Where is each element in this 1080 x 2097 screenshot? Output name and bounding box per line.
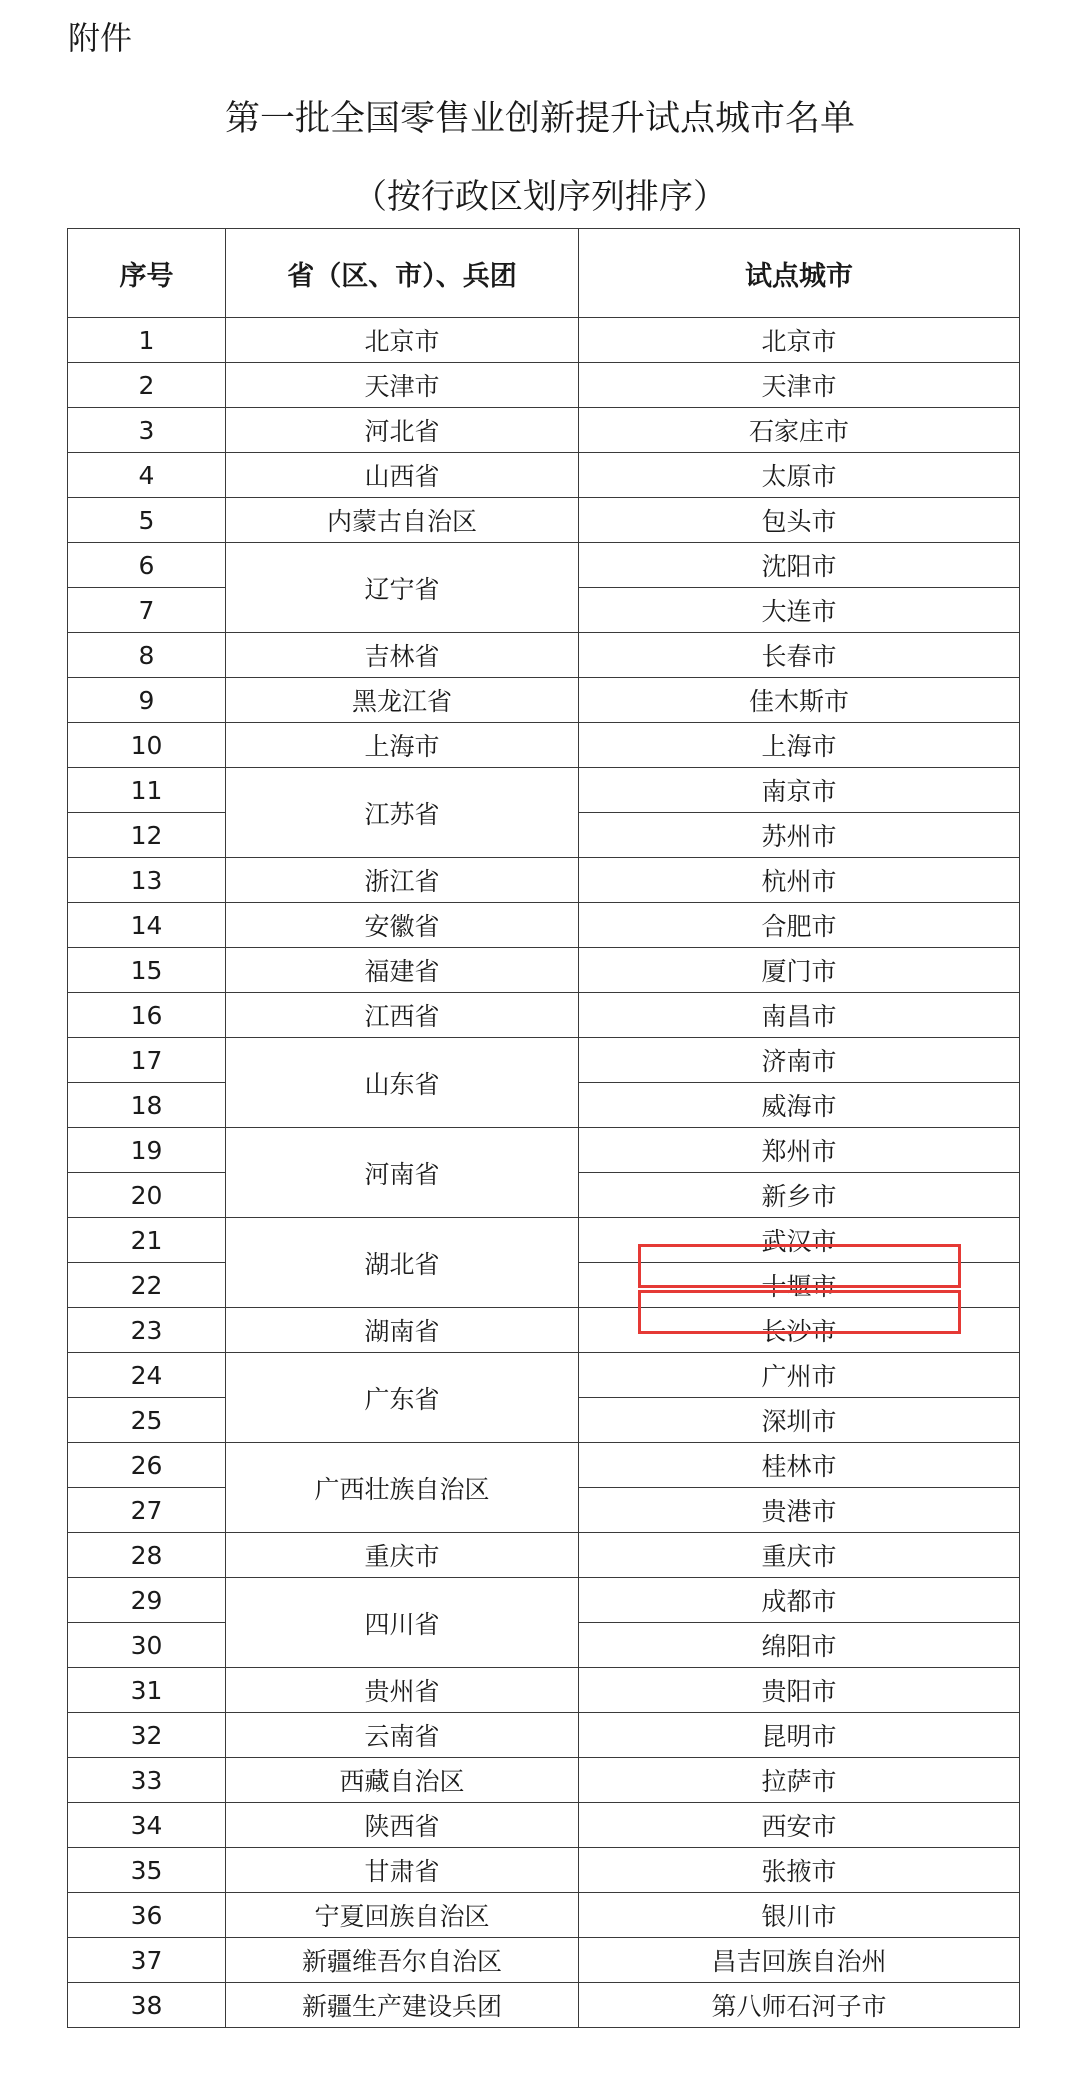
row-number: 21	[68, 1218, 226, 1263]
table-row	[68, 1983, 1020, 2028]
table-row	[68, 1308, 1020, 1353]
table-row	[68, 318, 1020, 363]
province-cell: 江西省	[226, 993, 579, 1038]
row-number: 3	[68, 408, 226, 453]
table-row	[68, 948, 1020, 993]
province-cell: 江苏省	[226, 768, 579, 858]
table-row	[68, 453, 1020, 498]
province-cell: 内蒙古自治区	[226, 498, 579, 543]
row-number: 29	[68, 1578, 226, 1623]
table-row	[68, 1128, 1020, 1173]
table-row	[68, 858, 1020, 903]
province-cell: 贵州省	[226, 1668, 579, 1713]
city-cell: 天津市	[579, 363, 1020, 408]
row-number: 18	[68, 1083, 226, 1128]
city-cell: 长沙市	[579, 1308, 1020, 1353]
province-cell: 新疆生产建设兵团	[226, 1983, 579, 2028]
row-number: 13	[68, 858, 226, 903]
province-cell: 甘肃省	[226, 1848, 579, 1893]
table-row	[68, 1578, 1020, 1623]
row-number: 2	[68, 363, 226, 408]
table-row	[68, 408, 1020, 453]
row-number: 8	[68, 633, 226, 678]
row-number: 32	[68, 1713, 226, 1758]
city-cell: 成都市	[579, 1578, 1020, 1623]
row-number: 31	[68, 1668, 226, 1713]
city-cell: 郑州市	[579, 1128, 1020, 1173]
row-number: 24	[68, 1353, 226, 1398]
city-cell: 石家庄市	[579, 408, 1020, 453]
city-cell: 第八师石河子市	[579, 1983, 1020, 2028]
table-row	[68, 543, 1020, 588]
table-row	[68, 363, 1020, 408]
province-cell: 福建省	[226, 948, 579, 993]
city-cell: 包头市	[579, 498, 1020, 543]
province-cell: 湖北省	[226, 1218, 579, 1308]
city-cell: 北京市	[579, 318, 1020, 363]
city-cell: 威海市	[579, 1083, 1020, 1128]
province-cell: 河北省	[226, 408, 579, 453]
row-number: 4	[68, 453, 226, 498]
table-row	[68, 1713, 1020, 1758]
city-cell: 苏州市	[579, 813, 1020, 858]
row-number: 28	[68, 1533, 226, 1578]
row-number: 23	[68, 1308, 226, 1353]
table-row	[68, 1038, 1020, 1083]
city-cell: 重庆市	[579, 1533, 1020, 1578]
table-row	[68, 1533, 1020, 1578]
table-row	[68, 723, 1020, 768]
row-number: 26	[68, 1443, 226, 1488]
row-number: 20	[68, 1173, 226, 1218]
city-cell: 银川市	[579, 1893, 1020, 1938]
table-row	[68, 1668, 1020, 1713]
table-row	[68, 1803, 1020, 1848]
province-cell: 陕西省	[226, 1803, 579, 1848]
row-number: 38	[68, 1983, 226, 2028]
province-cell: 上海市	[226, 723, 579, 768]
table-row	[68, 1218, 1020, 1263]
province-cell: 广西壮族自治区	[226, 1443, 579, 1533]
city-cell: 桂林市	[579, 1443, 1020, 1488]
row-number: 14	[68, 903, 226, 948]
column-header-city: 试点城市	[579, 229, 1020, 318]
table-row	[68, 768, 1020, 813]
row-number: 15	[68, 948, 226, 993]
city-cell: 广州市	[579, 1353, 1020, 1398]
row-number: 36	[68, 1893, 226, 1938]
city-cell: 佳木斯市	[579, 678, 1020, 723]
row-number: 33	[68, 1758, 226, 1803]
province-cell: 河南省	[226, 1128, 579, 1218]
city-cell: 绵阳市	[579, 1623, 1020, 1668]
province-cell: 云南省	[226, 1713, 579, 1758]
city-cell: 昌吉回族自治州	[579, 1938, 1020, 1983]
column-header-province: 省（区、市）、兵团	[226, 229, 579, 318]
province-cell: 新疆维吾尔自治区	[226, 1938, 579, 1983]
city-cell: 贵港市	[579, 1488, 1020, 1533]
row-number: 9	[68, 678, 226, 723]
row-number: 7	[68, 588, 226, 633]
city-cell: 济南市	[579, 1038, 1020, 1083]
city-cell: 南京市	[579, 768, 1020, 813]
row-number: 35	[68, 1848, 226, 1893]
city-cell: 长春市	[579, 633, 1020, 678]
province-cell: 湖南省	[226, 1308, 579, 1353]
city-cell: 合肥市	[579, 903, 1020, 948]
row-number: 37	[68, 1938, 226, 1983]
table-row	[68, 1848, 1020, 1893]
province-cell: 黑龙江省	[226, 678, 579, 723]
province-cell: 广东省	[226, 1353, 579, 1443]
table-row	[68, 1443, 1020, 1488]
city-cell: 沈阳市	[579, 543, 1020, 588]
row-number: 6	[68, 543, 226, 588]
attachment-label: 附件	[68, 19, 133, 57]
column-header-number: 序号	[68, 229, 226, 318]
table-row	[68, 1353, 1020, 1398]
province-cell: 浙江省	[226, 858, 579, 903]
row-number: 10	[68, 723, 226, 768]
city-cell: 十堰市	[579, 1263, 1020, 1308]
row-number: 17	[68, 1038, 226, 1083]
row-number: 34	[68, 1803, 226, 1848]
province-cell: 山西省	[226, 453, 579, 498]
city-cell: 厦门市	[579, 948, 1020, 993]
row-number: 22	[68, 1263, 226, 1308]
table-row	[68, 678, 1020, 723]
city-cell: 太原市	[579, 453, 1020, 498]
province-cell: 西藏自治区	[226, 1758, 579, 1803]
city-cell: 张掖市	[579, 1848, 1020, 1893]
city-cell: 新乡市	[579, 1173, 1020, 1218]
city-cell: 杭州市	[579, 858, 1020, 903]
province-cell: 四川省	[226, 1578, 579, 1668]
province-cell: 重庆市	[226, 1533, 579, 1578]
pilot-city-table	[67, 228, 1020, 2028]
city-cell: 上海市	[579, 723, 1020, 768]
table-header-row	[68, 229, 1020, 318]
city-cell: 昆明市	[579, 1713, 1020, 1758]
table-row	[68, 633, 1020, 678]
table-row	[68, 498, 1020, 543]
row-number: 5	[68, 498, 226, 543]
row-number: 19	[68, 1128, 226, 1173]
row-number: 16	[68, 993, 226, 1038]
table-row	[68, 903, 1020, 948]
province-cell: 天津市	[226, 363, 579, 408]
province-cell: 宁夏回族自治区	[226, 1893, 579, 1938]
province-cell: 辽宁省	[226, 543, 579, 633]
city-cell: 南昌市	[579, 993, 1020, 1038]
row-number: 12	[68, 813, 226, 858]
province-cell: 安徽省	[226, 903, 579, 948]
row-number: 1	[68, 318, 226, 363]
city-cell: 深圳市	[579, 1398, 1020, 1443]
table-row	[68, 1938, 1020, 1983]
province-cell: 山东省	[226, 1038, 579, 1128]
row-number: 11	[68, 768, 226, 813]
row-number: 27	[68, 1488, 226, 1533]
table-row	[68, 1758, 1020, 1803]
row-number: 30	[68, 1623, 226, 1668]
province-cell: 北京市	[226, 318, 579, 363]
page-subtitle: （按行政区划序列排序）	[353, 177, 727, 217]
city-cell: 拉萨市	[579, 1758, 1020, 1803]
page-title: 第一批全国零售业创新提升试点城市名单	[224, 99, 855, 139]
city-cell: 大连市	[579, 588, 1020, 633]
province-cell: 吉林省	[226, 633, 579, 678]
city-cell: 武汉市	[579, 1218, 1020, 1263]
table-row	[68, 1893, 1020, 1938]
city-cell: 西安市	[579, 1803, 1020, 1848]
row-number: 25	[68, 1398, 226, 1443]
table-row	[68, 993, 1020, 1038]
city-cell: 贵阳市	[579, 1668, 1020, 1713]
